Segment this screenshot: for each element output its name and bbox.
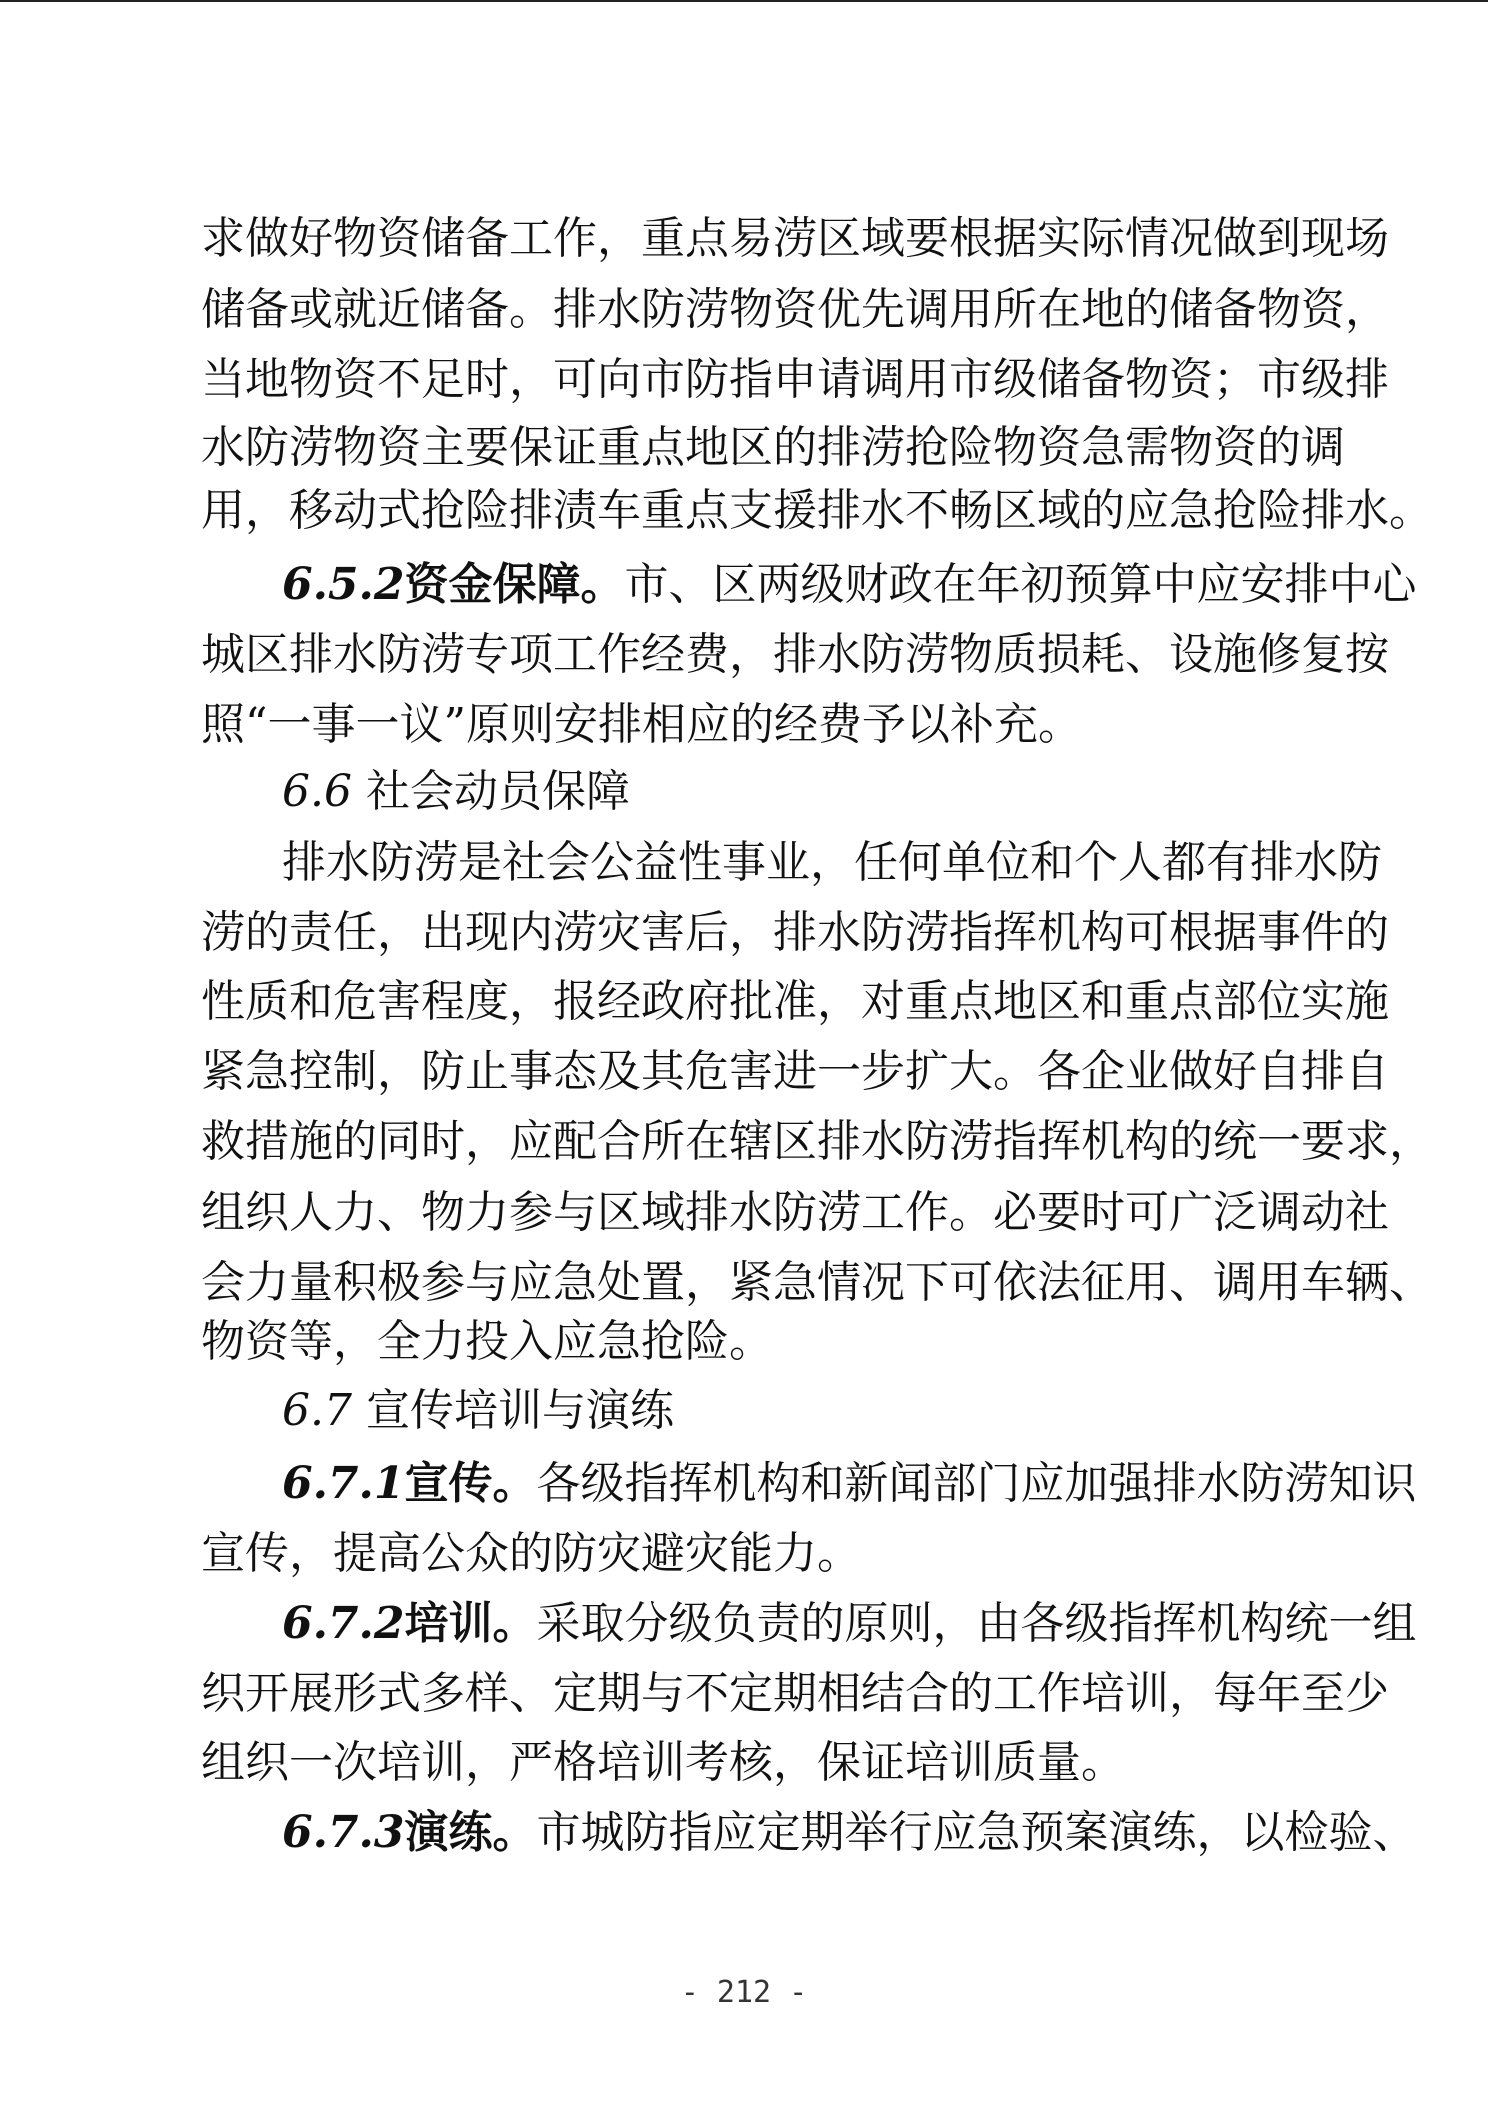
section-title: 资金保障。: [404, 559, 625, 610]
heading-number: 6.6: [282, 766, 352, 817]
section-title: 演练。: [404, 1807, 537, 1858]
section-number: 6.5.2: [282, 559, 405, 610]
section-text: 市、区两级财政在年初预算中应安排中心: [624, 559, 1417, 610]
section-text: 各级指挥机构和新闻部门应加强排水防涝知识: [536, 1458, 1417, 1509]
text-line: 水防涝物资主要保证重点地区的排涝抢险物资急需物资的调: [201, 422, 1345, 473]
text-line: 城区排水防涝专项工作经费，排水防涝物质损耗、设施修复按: [201, 629, 1389, 680]
section-number: 6.7.1: [282, 1458, 405, 1509]
text-line: 会力量积极参与应急处置，紧急情况下可依法征用、调用车辆、: [201, 1257, 1433, 1308]
text-line: 救措施的同时，应配合所在辖区排水防涝指挥机构的统一要求，: [201, 1116, 1433, 1167]
text-line: 组织人力、物力参与区域排水防涝工作。必要时可广泛调动社: [201, 1187, 1389, 1238]
text-line: 紧急控制，防止事态及其危害进一步扩大。各企业做好自排自: [201, 1046, 1389, 1097]
section-number: 6.7.2: [282, 1598, 405, 1649]
page-top-border: [0, 0, 1488, 2]
text-line: 求做好物资储备工作，重点易涝区域要根据实际情况做到现场: [201, 213, 1389, 264]
section-number: 6.7.3: [282, 1807, 405, 1858]
section-text: 采取分级负责的原则，由各级指挥机构统一组: [536, 1598, 1417, 1649]
section-title: 培训。: [404, 1598, 537, 1649]
text-line: 储备或就近储备。排水防涝物资优先调用所在地的储备物资，: [201, 284, 1389, 335]
section-6-7-1-line: [201, 1454, 1417, 1514]
heading-text: 宣传培训与演练: [365, 1385, 674, 1436]
section-6-7-3-line: [201, 1803, 1417, 1863]
heading-6-6: [201, 762, 1288, 822]
heading-6-7: [201, 1381, 1288, 1441]
section-6-7-2-line: [201, 1594, 1417, 1654]
section-6-5-2-line: [201, 555, 1417, 615]
page-number: - 212 -: [680, 1975, 808, 2010]
heading-number: 6.7: [282, 1385, 352, 1436]
text-line: 物资等，全力投入应急抢险。: [201, 1316, 773, 1367]
section-text: 市城防指应定期举行应急预案演练，以检验、: [536, 1807, 1417, 1858]
text-line: 当地物资不足时，可向市防指申请调用市级储备物资；市级排: [201, 354, 1389, 405]
text-line: 排水防涝是社会公益性事业，任何单位和个人都有排水防: [282, 837, 1382, 888]
text-line: 用，移动式抢险排渍车重点支援排水不畅区域的应急抢险排水。: [201, 485, 1433, 536]
text-line: 性质和危害程度，报经政府批准，对重点地区和重点部位实施: [201, 976, 1389, 1027]
text-line: 照“一事一议”原则安排相应的经费予以补充。: [201, 699, 1082, 750]
heading-text: 社会动员保障: [365, 766, 630, 817]
section-title: 宣传。: [404, 1458, 537, 1509]
text-line: 织开展形式多样、定期与不定期相结合的工作培训，每年至少: [201, 1668, 1389, 1719]
text-line: 宣传，提高公众的防灾避灾能力。: [201, 1528, 861, 1579]
text-line: 组织一次培训，严格培训考核，保证培训质量。: [201, 1737, 1125, 1788]
text-line: 涝的责任，出现内涝灾害后，排水防涝指挥机构可根据事件的: [201, 907, 1389, 958]
